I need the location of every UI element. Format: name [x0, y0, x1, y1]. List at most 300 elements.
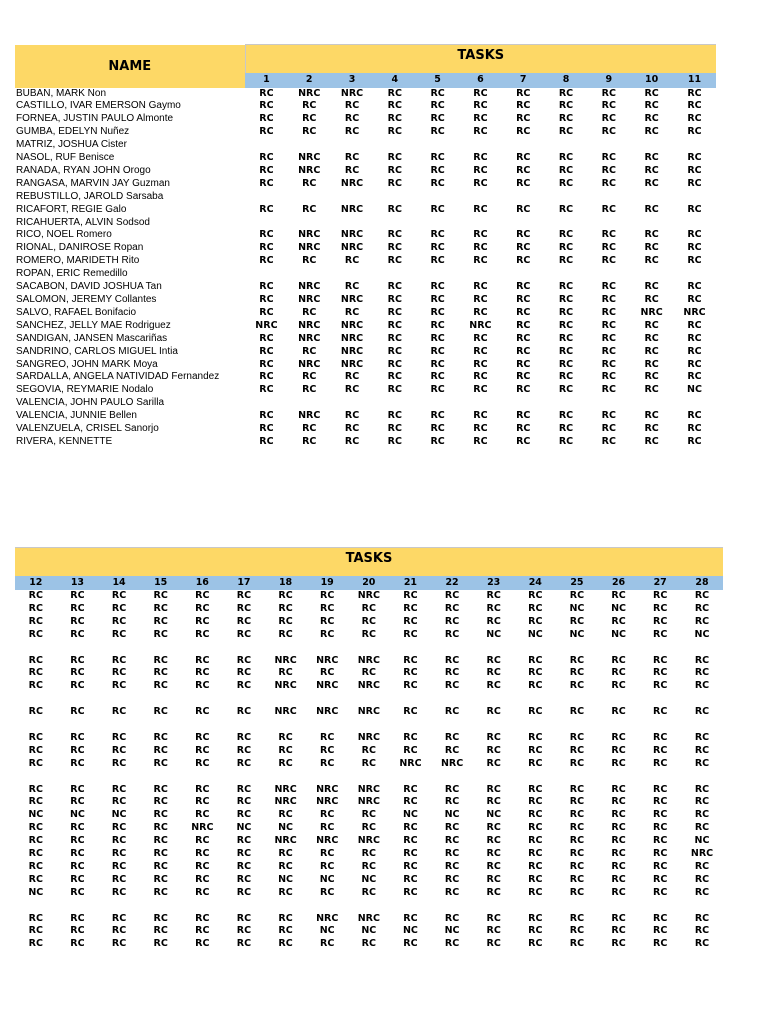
task-status: RC — [70, 835, 85, 847]
task-status: RC — [361, 822, 376, 834]
task-status: RC — [195, 744, 210, 756]
task-status — [473, 693, 515, 706]
task-status: RC — [473, 87, 488, 99]
task-status — [459, 191, 502, 204]
task-status: NRC — [298, 281, 321, 293]
task-status: RC — [687, 177, 702, 189]
task-status: RC — [236, 912, 252, 924]
task-status: RC — [153, 615, 168, 627]
task-status: RC — [387, 87, 402, 99]
task-status: RC — [387, 164, 402, 176]
task-status: RC — [28, 873, 43, 885]
name-column-header: NAME — [15, 45, 245, 88]
task-status: RC — [403, 886, 418, 898]
task-status: RC — [653, 744, 668, 756]
task-status — [545, 268, 588, 281]
task-status: RC — [528, 860, 543, 872]
task-status: RC — [644, 371, 659, 383]
task-status: NC — [402, 809, 418, 821]
task-status: RC — [259, 164, 274, 176]
task-status — [288, 217, 331, 230]
task-status: NC — [444, 809, 460, 821]
task-status: RC — [687, 319, 702, 331]
task-status: RC — [236, 706, 252, 718]
task-status: RC — [28, 757, 43, 769]
task-status: RC — [516, 87, 531, 99]
task-status — [15, 693, 57, 706]
task-status: RC — [486, 706, 501, 718]
task-status: RC — [516, 371, 531, 383]
task-status: RC — [259, 332, 274, 344]
task-status — [331, 268, 374, 281]
task-status: RC — [403, 706, 418, 718]
task-status: RC — [444, 848, 460, 860]
task-status: RC — [28, 912, 43, 924]
student-name: SARDALLA, ANGELA NATIVIDAD Fernandez — [16, 371, 220, 383]
task-status: NRC — [274, 835, 297, 847]
task-status: RC — [259, 177, 274, 189]
student-name: ROPAN, ERIC Remedillo — [16, 268, 128, 280]
student-row — [15, 204, 716, 217]
task-status: RC — [387, 281, 402, 293]
task-status: NRC — [298, 319, 321, 331]
task-status: RC — [694, 783, 710, 795]
task-status: RC — [344, 306, 360, 318]
task-status: RC — [70, 706, 85, 718]
task-status: RC — [687, 281, 702, 293]
student-row — [15, 281, 716, 294]
task-status: RC — [516, 435, 531, 447]
task-status: RC — [653, 835, 668, 847]
task-status: NRC — [316, 912, 339, 924]
task-status: RC — [528, 590, 543, 601]
task-status: NC — [569, 628, 585, 640]
task-status: RC — [430, 229, 445, 241]
task-status: RC — [153, 602, 168, 614]
task-status: RC — [111, 938, 127, 950]
task-status: RC — [486, 783, 501, 795]
task-status: RC — [601, 126, 616, 138]
task-status: RC — [601, 384, 616, 396]
task-status: RC — [278, 602, 293, 614]
student-name: VALENZUELA, CRISEL Sanorjo — [16, 423, 159, 435]
task-status — [140, 900, 182, 913]
student-row — [15, 410, 716, 423]
student-row — [15, 809, 723, 822]
task-status: RC — [278, 744, 293, 756]
task-status: NRC — [298, 229, 321, 241]
task-status — [416, 268, 459, 281]
task-number-17: 17 — [223, 576, 265, 590]
task-status — [306, 900, 348, 913]
task-status: RC — [70, 628, 85, 640]
task-status — [459, 397, 502, 410]
task-status: RC — [111, 912, 127, 924]
task-status: RC — [259, 229, 274, 241]
task-status: NC — [402, 925, 418, 937]
task-status: RC — [644, 332, 659, 344]
task-status: NC — [111, 809, 127, 821]
task-status: RC — [195, 835, 210, 847]
task-status: RC — [611, 783, 626, 795]
task-status: RC — [558, 306, 574, 318]
task-status: RC — [569, 757, 585, 769]
task-status: RC — [430, 100, 445, 112]
task-status — [245, 397, 288, 410]
task-status: RC — [259, 152, 274, 164]
student-row — [15, 139, 716, 152]
task-status: RC — [528, 809, 543, 821]
task-status: RC — [444, 744, 460, 756]
task-number-14: 14 — [98, 576, 140, 590]
student-row — [15, 642, 723, 655]
task-status: RC — [387, 345, 402, 357]
task-status: RC — [644, 410, 659, 422]
student-name: GUMBA, EDELYN Nuñez — [16, 126, 130, 138]
task-status: RC — [403, 744, 418, 756]
task-status: RC — [278, 590, 293, 601]
task-status: RC — [278, 925, 293, 937]
task-status: RC — [528, 680, 543, 692]
task-status — [545, 397, 588, 410]
task-status — [556, 771, 598, 784]
task-status: RC — [111, 667, 127, 679]
task-status: RC — [516, 294, 531, 305]
task-status: RC — [569, 796, 585, 808]
task-status — [681, 900, 723, 913]
task-status — [288, 139, 331, 152]
task-status — [473, 900, 515, 913]
task-status: RC — [558, 255, 574, 267]
student-name: CASTILLO, IVAR EMERSON Gaymo — [16, 100, 181, 112]
task-status: RC — [153, 912, 168, 924]
task-status: RC — [558, 410, 574, 422]
task-status: RC — [361, 886, 376, 898]
task-status — [373, 217, 416, 230]
task-number-7: 7 — [502, 73, 545, 87]
task-status: RC — [28, 628, 43, 640]
task-status: RC — [153, 796, 168, 808]
task-status: RC — [320, 886, 335, 898]
task-status: RC — [344, 164, 360, 176]
student-row — [15, 913, 723, 926]
task-status: RC — [302, 371, 317, 383]
task-status — [515, 693, 557, 706]
task-status: RC — [486, 667, 501, 679]
task-status: RC — [153, 860, 168, 872]
task-status: RC — [644, 152, 659, 164]
task-status: RC — [558, 332, 574, 344]
task-status: RC — [516, 281, 531, 293]
student-row — [15, 706, 723, 719]
task-status — [57, 693, 99, 706]
task-status: RC — [195, 706, 210, 718]
task-number-21: 21 — [390, 576, 432, 590]
task-status — [630, 268, 673, 281]
task-status: RC — [28, 667, 43, 679]
task-status: RC — [611, 912, 626, 924]
task-status: RC — [344, 410, 360, 422]
task-status: RC — [601, 371, 616, 383]
task-number-6: 6 — [459, 73, 502, 87]
task-status — [459, 139, 502, 152]
student-row — [15, 268, 716, 281]
task-status: RC — [236, 757, 252, 769]
task-status — [639, 900, 681, 913]
task-status: RC — [558, 87, 574, 99]
task-status: RC — [444, 731, 460, 743]
task-status: RC — [302, 203, 317, 215]
task-status — [245, 139, 288, 152]
student-row — [15, 796, 723, 809]
task-status: RC — [70, 912, 85, 924]
task-status — [373, 268, 416, 281]
task-status: RC — [70, 783, 85, 795]
task-status: RC — [569, 706, 585, 718]
task-status: NRC — [357, 796, 380, 808]
task-status: RC — [278, 938, 293, 950]
task-status: RC — [387, 255, 402, 267]
task-status: RC — [111, 731, 127, 743]
task-status: RC — [153, 809, 168, 821]
task-status — [587, 217, 630, 230]
task-status: RC — [611, 809, 626, 821]
task-status: RC — [430, 319, 445, 331]
task-status: RC — [70, 757, 85, 769]
task-status: RC — [444, 822, 460, 834]
task-number-1: 1 — [245, 73, 288, 87]
task-status: RC — [558, 152, 574, 164]
task-status — [545, 217, 588, 230]
task-status — [182, 900, 224, 913]
student-row — [15, 771, 723, 784]
task-status — [288, 268, 331, 281]
task-status: RC — [558, 371, 574, 383]
task-status: RC — [302, 113, 317, 125]
student-row — [15, 900, 723, 913]
student-row — [15, 397, 716, 410]
task-status: RC — [653, 938, 668, 950]
task-status: NRC — [340, 229, 364, 241]
task-status: NC — [694, 835, 710, 847]
task-status: RC — [473, 126, 488, 138]
task-status: NRC — [357, 706, 380, 718]
task-status: RC — [236, 809, 252, 821]
task-status: RC — [259, 306, 274, 318]
task-status — [98, 642, 140, 655]
task-status — [556, 719, 598, 732]
task-status — [390, 642, 432, 655]
student-row — [15, 217, 716, 230]
student-name: SANGREO, JOHN MARK Moya — [16, 358, 158, 370]
task-status: RC — [644, 126, 659, 138]
task-status: RC — [236, 602, 252, 614]
task-status: RC — [644, 345, 659, 357]
task-status: RC — [473, 164, 488, 176]
task-status: RC — [516, 113, 531, 125]
task-status: RC — [694, 667, 710, 679]
task-status — [373, 191, 416, 204]
task-status — [140, 719, 182, 732]
student-row — [15, 667, 723, 680]
task-status — [598, 719, 640, 732]
task-status: RC — [430, 255, 445, 267]
task-status: RC — [473, 281, 488, 293]
task-status: RC — [302, 384, 317, 396]
task-status: RC — [558, 164, 574, 176]
task-status: RC — [28, 860, 43, 872]
task-status: NRC — [683, 306, 706, 318]
task-status: RC — [444, 667, 460, 679]
task-status: RC — [111, 925, 127, 937]
task-status: RC — [153, 925, 168, 937]
task-status: RC — [153, 590, 168, 601]
student-row — [15, 693, 723, 706]
task-status: NRC — [357, 731, 380, 743]
task-status: NRC — [690, 848, 714, 860]
task-status — [331, 191, 374, 204]
task-number-20: 20 — [348, 576, 390, 590]
task-status — [265, 719, 307, 732]
task-status — [416, 397, 459, 410]
task-status: RC — [259, 410, 274, 422]
task-status: RC — [687, 410, 702, 422]
student-row — [15, 346, 716, 359]
task-status: RC — [361, 938, 376, 950]
task-status: RC — [259, 113, 274, 125]
student-row — [15, 938, 723, 951]
task-status: RC — [28, 615, 43, 627]
task-status: RC — [70, 602, 85, 614]
task-status: NC — [687, 384, 702, 396]
task-status: RC — [236, 848, 252, 860]
task-status: RC — [259, 358, 274, 370]
task-status: RC — [403, 796, 418, 808]
task-status: RC — [473, 177, 488, 189]
task-number-3: 3 — [331, 73, 374, 87]
task-status: RC — [320, 667, 335, 679]
task-status: RC — [569, 835, 585, 847]
task-status: RC — [528, 835, 543, 847]
task-status: RC — [236, 615, 252, 627]
task-status: RC — [153, 822, 168, 834]
task-status: RC — [611, 848, 626, 860]
task-status: NC — [569, 602, 585, 614]
task-status: RC — [611, 886, 626, 898]
task-status: NC — [278, 873, 294, 885]
task-status — [681, 771, 723, 784]
task-status: RC — [195, 860, 210, 872]
task-status: RC — [601, 203, 616, 215]
task-status: NC — [28, 809, 44, 821]
task-status: RC — [569, 848, 585, 860]
task-status: RC — [528, 822, 543, 834]
task-status: RC — [344, 384, 360, 396]
task-status — [502, 139, 545, 152]
task-number-4: 4 — [373, 73, 416, 87]
task-status — [15, 719, 57, 732]
task-number-25: 25 — [556, 576, 598, 590]
task-status: RC — [361, 602, 376, 614]
task-status — [223, 771, 265, 784]
task-status: RC — [473, 345, 488, 357]
task-status: RC — [403, 912, 418, 924]
task-status: RC — [644, 281, 659, 293]
task-status: RC — [473, 358, 488, 370]
task-status: RC — [528, 873, 543, 885]
task-status: RC — [236, 938, 252, 950]
task-status — [598, 642, 640, 655]
task-status: NRC — [298, 152, 321, 164]
student-name: MATRIZ, JOSHUA Cister — [16, 139, 127, 151]
task-status: NRC — [316, 783, 339, 795]
task-status: RC — [70, 590, 85, 601]
task-status: RC — [486, 912, 501, 924]
task-status — [630, 191, 673, 204]
task-status: RC — [195, 873, 210, 885]
task-status — [681, 719, 723, 732]
task-status: RC — [70, 680, 85, 692]
student-name: RAÑADA, RYAN JOHN Orogo — [16, 164, 151, 176]
student-row — [15, 822, 723, 835]
task-status: NRC — [357, 654, 380, 666]
task-status: RC — [320, 809, 335, 821]
task-status: RC — [28, 744, 43, 756]
task-status: RC — [569, 860, 585, 872]
task-status: RC — [387, 384, 402, 396]
task-status: RC — [70, 796, 85, 808]
task-status: RC — [694, 938, 710, 950]
task-status: RC — [28, 706, 43, 718]
task-status: RC — [653, 731, 668, 743]
task-status — [182, 719, 224, 732]
task-status — [15, 900, 57, 913]
task-status — [431, 771, 473, 784]
task-status: NRC — [298, 332, 321, 344]
task-status: RC — [28, 848, 43, 860]
task-status: RC — [601, 100, 616, 112]
task-status: RC — [653, 860, 668, 872]
task-status: RC — [569, 822, 585, 834]
task-status: RC — [387, 332, 402, 344]
task-status: RC — [259, 87, 274, 99]
student-row — [15, 616, 723, 629]
task-status — [673, 397, 716, 410]
task-status — [598, 693, 640, 706]
task-status: RC — [403, 860, 418, 872]
task-status: RC — [387, 113, 402, 125]
task-status: RC — [387, 100, 402, 112]
task-status: RC — [694, 886, 710, 898]
task-status — [431, 719, 473, 732]
task-status: RC — [195, 615, 210, 627]
task-status: RC — [644, 242, 659, 254]
task-status — [502, 191, 545, 204]
task-status: RC — [601, 229, 616, 241]
task-status: RC — [259, 345, 274, 357]
task-status: RC — [558, 177, 574, 189]
task-status: RC — [569, 938, 585, 950]
task-status: RC — [611, 835, 626, 847]
task-status: RC — [558, 435, 574, 447]
task-status: RC — [259, 384, 274, 396]
task-status: RC — [611, 615, 626, 627]
task-status: RC — [28, 731, 43, 743]
student-name: SEGOVIA, REYMARIE Nodalo — [16, 384, 154, 396]
task-status: RC — [153, 706, 168, 718]
task-status: RC — [516, 358, 531, 370]
task-number-24: 24 — [515, 576, 557, 590]
